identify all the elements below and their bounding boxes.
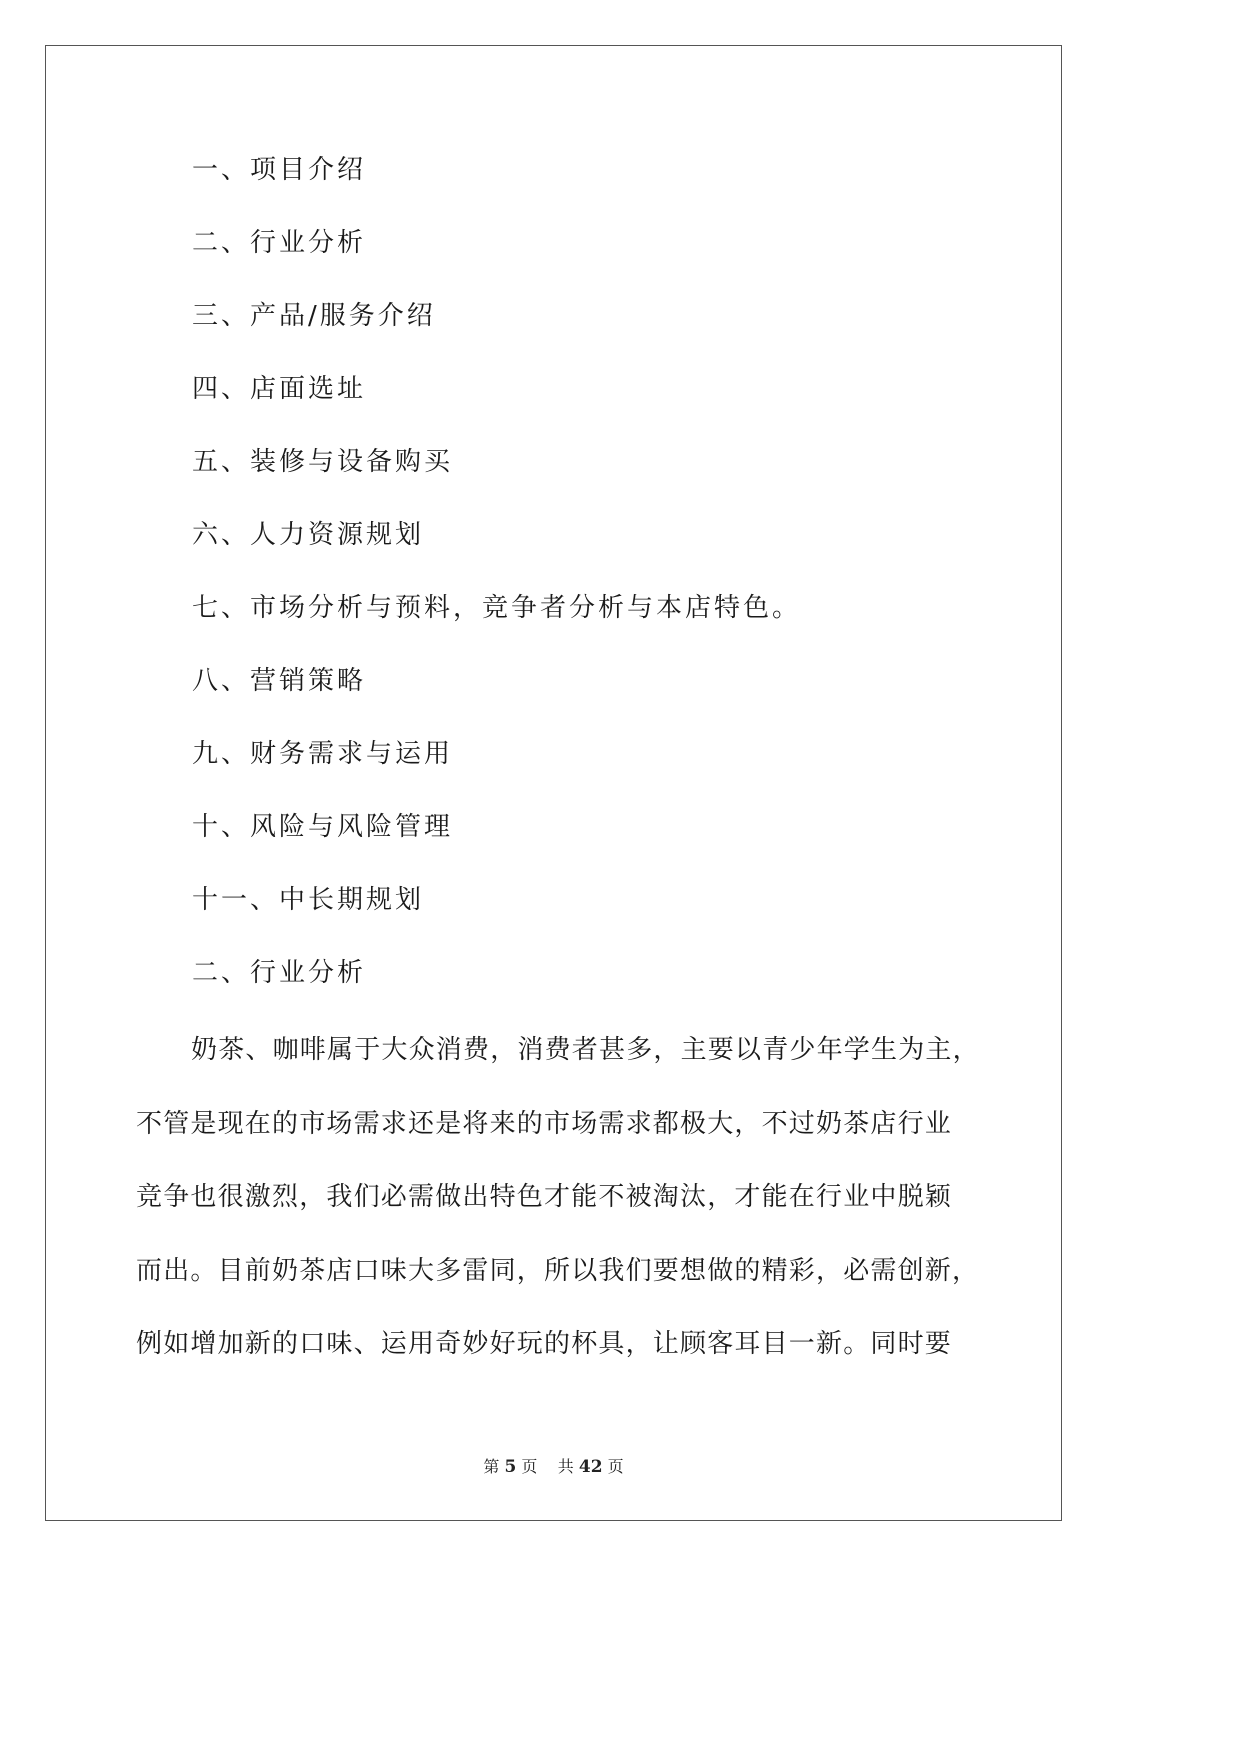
page-number: 5 — [504, 1457, 517, 1477]
section-heading: 二、行业分析 — [192, 958, 367, 988]
toc-item: 四、店面选址 — [192, 374, 367, 404]
toc-item: 七、市场分析与预料，竞争者分析与本店特色。 — [192, 593, 802, 623]
paragraph-line: 而出。目前奶茶店口味大多雷同，所以我们要想做的精彩，必需创新， — [136, 1255, 980, 1286]
body-paragraph — [136, 1014, 986, 1382]
page-suffix: 页 — [521, 1457, 538, 1476]
paragraph-line: 例如增加新的口味、运用奇妙好玩的杯具，让顾客耳目一新。同时要 — [136, 1329, 953, 1359]
toc-item: 九、财务需求与运用 — [192, 739, 454, 769]
paragraph-line: 不管是现在的市场需求还是将来的市场需求都极大，不过奶茶店行业 — [136, 1108, 953, 1139]
total-pages: 42 — [578, 1457, 603, 1477]
toc-item: 一、项目介绍 — [192, 155, 367, 185]
page-prefix: 第 — [483, 1457, 500, 1476]
toc-item: 三、产品/服务介绍 — [192, 301, 436, 331]
toc-item: 十、风险与风险管理 — [192, 812, 454, 842]
paragraph-line: 竞争也很激烈，我们必需做出特色才能不被淘汰，才能在行业中脱颖 — [136, 1182, 953, 1212]
total-suffix: 页 — [607, 1457, 624, 1476]
total-prefix: 共 — [557, 1457, 574, 1476]
toc-item: 十一、中长期规划 — [192, 885, 425, 915]
paragraph-line: 奶茶、咖啡属于大众消费，消费者甚多，主要以青少年学生为主， — [191, 1035, 980, 1065]
toc-item: 六、人力资源规划 — [192, 520, 425, 550]
toc-item: 二、行业分析 — [192, 228, 367, 258]
toc-item: 八、营销策略 — [192, 666, 367, 696]
toc-item: 五、装修与设备购买 — [192, 447, 454, 477]
table-of-contents — [192, 148, 801, 1024]
page-footer — [0, 1454, 1107, 1477]
